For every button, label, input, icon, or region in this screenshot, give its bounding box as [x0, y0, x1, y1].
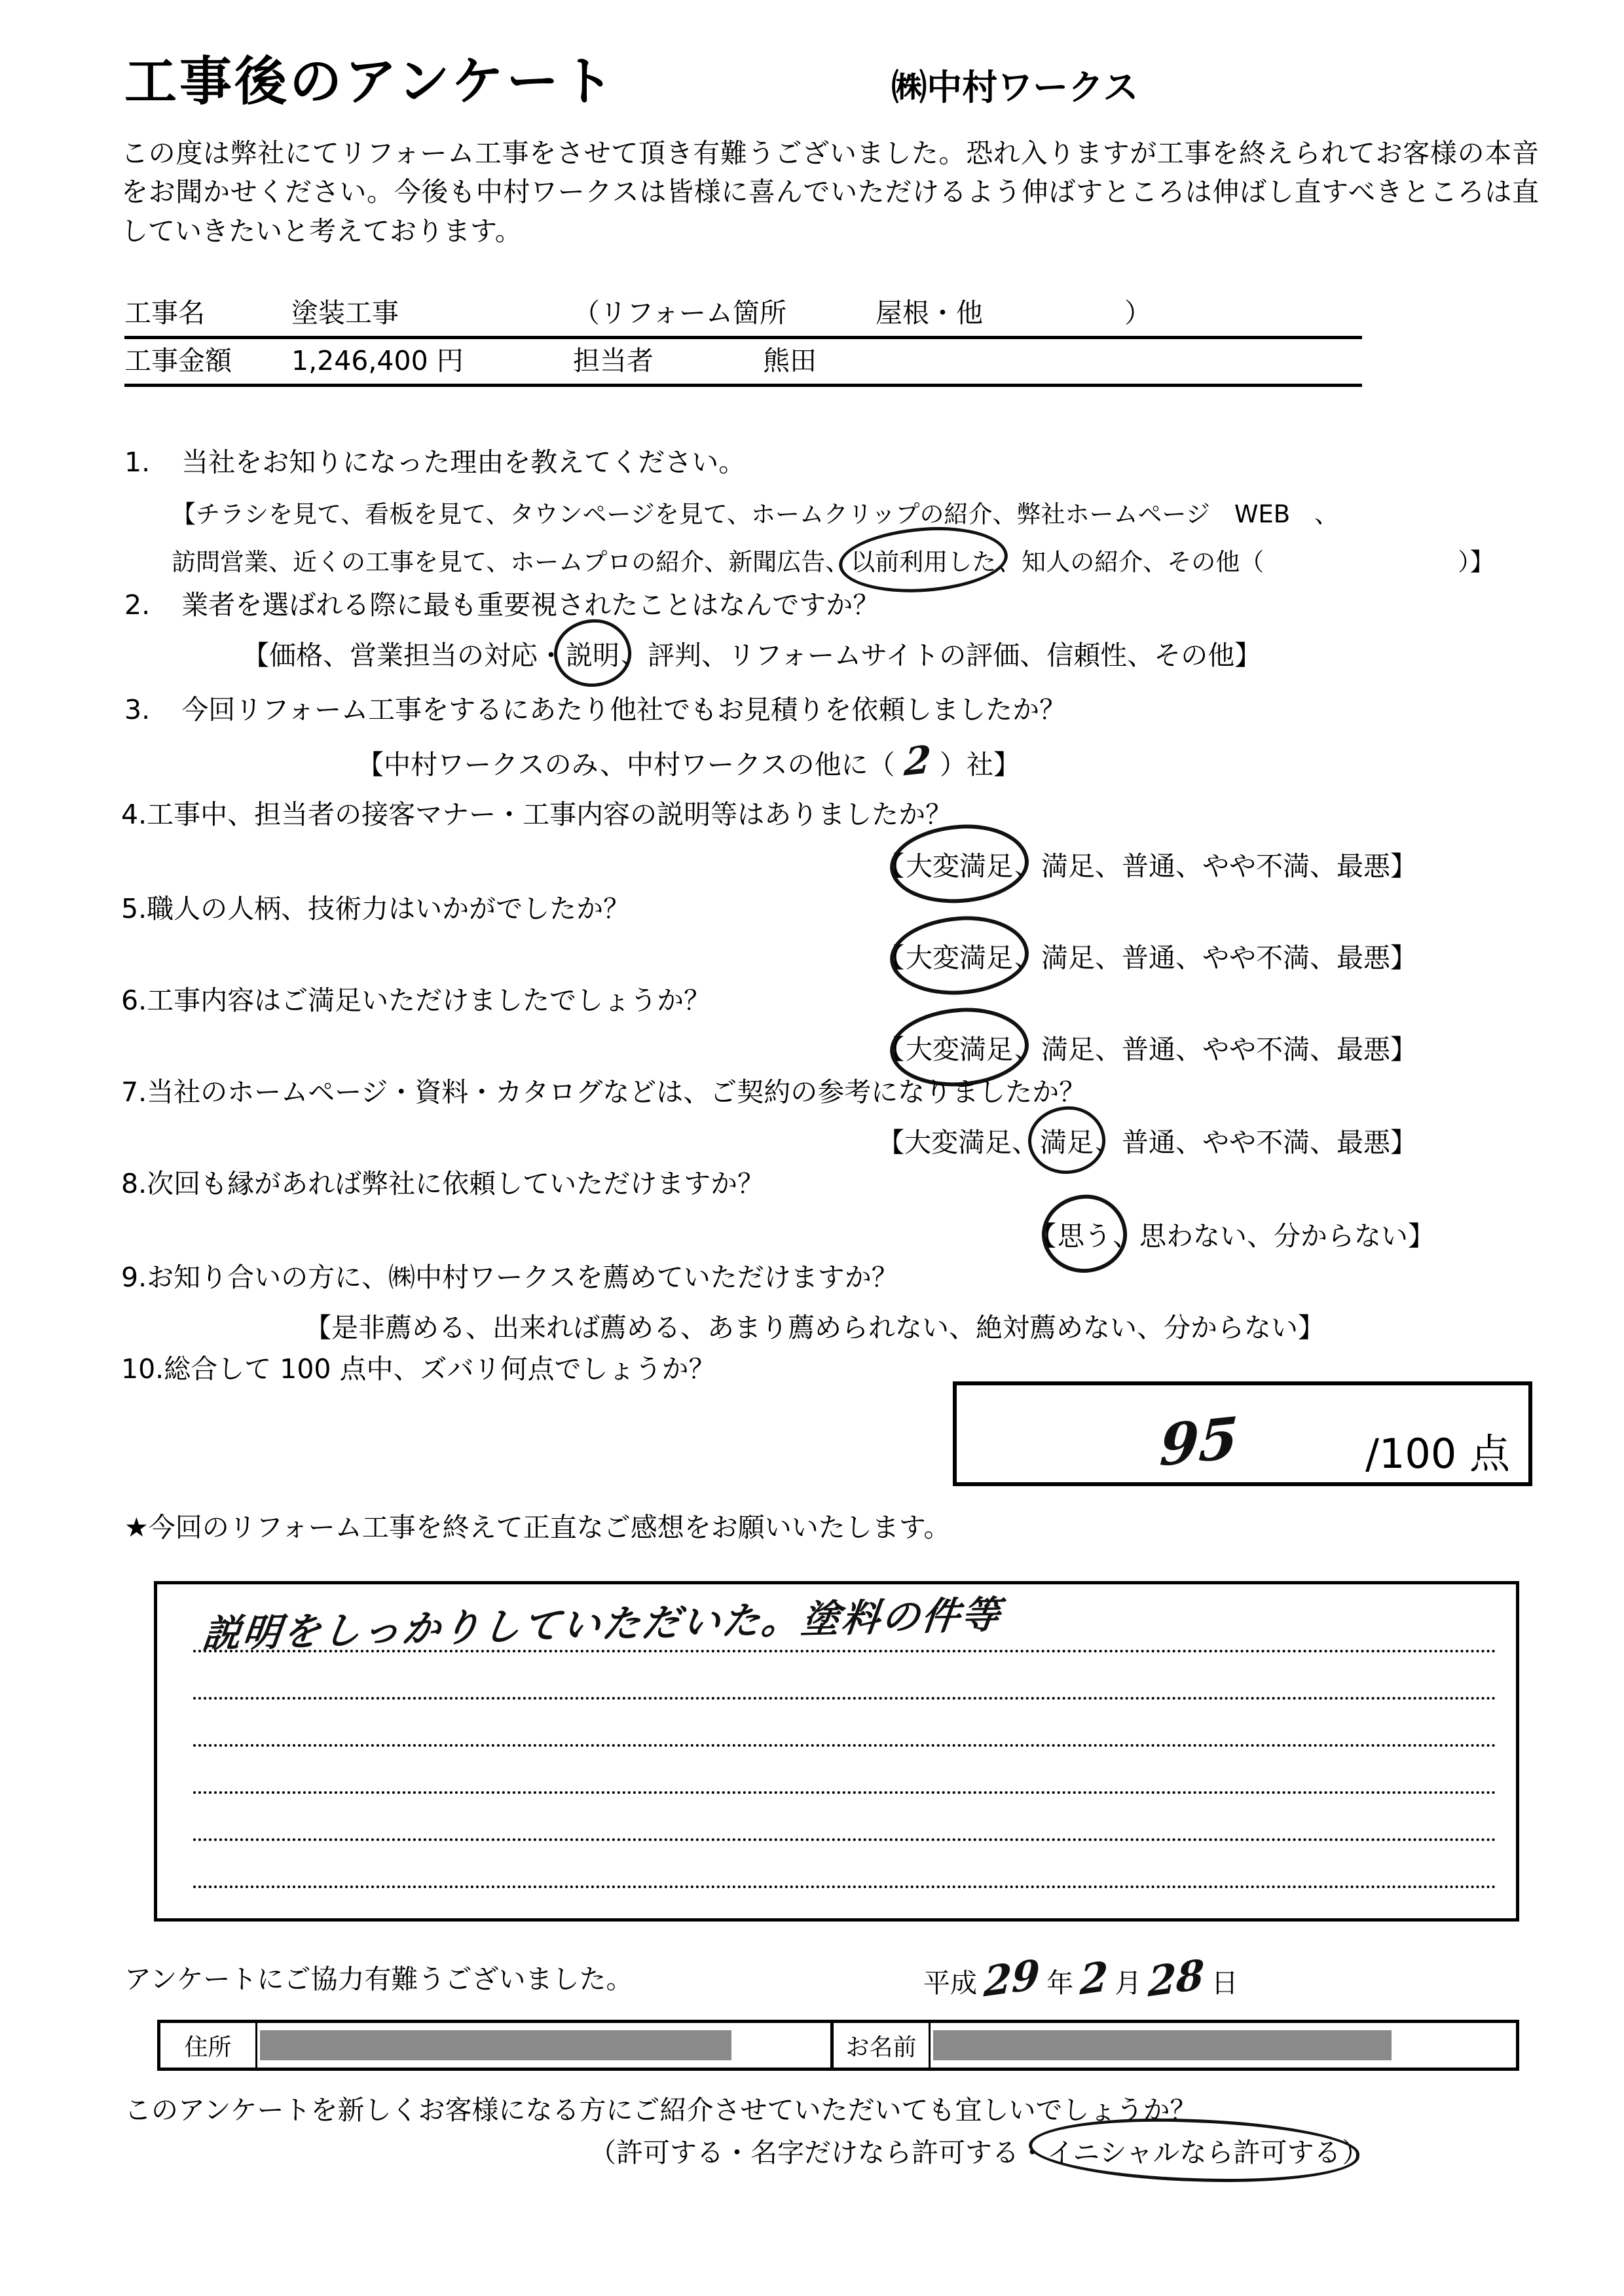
date-day-value: 28 — [1147, 1950, 1206, 2007]
customer-id-table — [157, 2020, 1519, 2071]
page-title: 工事後のアンケート — [124, 51, 617, 112]
question-5-selected-option[interactable] — [904, 936, 1014, 975]
location-value: 屋根・他 — [876, 297, 984, 329]
score-value: 95 — [1158, 1404, 1240, 1480]
question-1 — [124, 445, 745, 480]
question-2-options-post: 、評判、リフォームサイトの評価、信頼性、その他】 — [621, 640, 1262, 671]
question-1-options-line1[interactable] — [172, 494, 1338, 530]
question-3-handwritten-count: 2 — [902, 737, 932, 785]
date-year-value: 29 — [983, 1950, 1041, 2007]
question-9-number: 9. — [121, 1262, 147, 1293]
question-2-options[interactable] — [242, 634, 1261, 672]
question-1-selected-option-label: 以前利用した — [851, 548, 997, 576]
question-8-selected-option[interactable] — [1056, 1214, 1113, 1253]
question-7-selected-option-label: 満足 — [1040, 1127, 1094, 1158]
location-label-close: ） — [1124, 297, 1152, 329]
question-9-text: お知り合いの方に、㈱中村ワークスを薦めていただけますか？ — [147, 1262, 898, 1293]
question-2-options-pre: 【価格、営業担当の対応・ — [242, 640, 564, 671]
question-5-selected-option-label: 大変満足 — [906, 942, 1013, 974]
question-7-number: 7. — [121, 1076, 147, 1108]
question-7-text: 当社のホームページ・資料・カタログなどは、ご契約の参考になりましたか？ — [147, 1076, 1086, 1108]
question-10-number: 10. — [121, 1353, 164, 1385]
question-6-selected-option-label: 大変満足 — [906, 1034, 1013, 1065]
question-3-text: 今回リフォーム工事をするにあたり他社でもお見積りを依頼しましたか？ — [181, 694, 1067, 725]
question-8-options[interactable] — [1029, 1214, 1435, 1253]
question-8-selected-option-label: 思う — [1058, 1220, 1111, 1252]
question-7-options[interactable] — [877, 1121, 1417, 1159]
question-4 — [121, 797, 952, 832]
consent-question: このアンケートを新しくお客様になる方にご紹介させていただいても宜しいでしょうか？ — [124, 2094, 1197, 2126]
question-5-text: 職人の人柄、技術力はいかがでしたか？ — [147, 893, 631, 924]
question-2-number: 2. — [124, 589, 151, 621]
question-4-selected-option-label: 大変満足 — [906, 850, 1013, 882]
question-3 — [124, 693, 1066, 727]
question-1-options-line2-post: 、知人の紹介、その他（ ）】 — [997, 548, 1494, 576]
date-month-value: 2 — [1079, 1952, 1109, 2005]
question-7-selected-option[interactable] — [1039, 1121, 1095, 1159]
question-9-options[interactable]: 【是非薦める、出来れば薦める、あまり薦められない、絶対薦めない、分からない】 — [304, 1312, 1325, 1343]
consent-selected-option-label: イニシャルなら許可する — [1047, 2137, 1341, 2168]
company-name: ㈱中村ワークス — [891, 67, 1139, 108]
question-10-text: 総合して 100 点中、ズバリ何点でしょうか？ — [164, 1353, 716, 1385]
question-6-text: 工事内容はご満足いただけましたでしょうか？ — [147, 985, 711, 1016]
question-7 — [121, 1075, 1086, 1110]
location-group — [573, 291, 1362, 330]
question-2 — [124, 588, 879, 623]
question-6-selected-option[interactable] — [904, 1028, 1014, 1066]
question-5 — [121, 892, 630, 926]
question-8-options-post: 、思わない、分からない】 — [1113, 1220, 1435, 1252]
work-name-value: 塗装工事 — [291, 297, 399, 329]
staff-label: 担当者 — [573, 345, 654, 376]
address-field[interactable] — [257, 2023, 834, 2068]
question-1-number: 1. — [124, 446, 151, 478]
day-unit: 日 — [1211, 1967, 1238, 1999]
location-label-open: （リフォーム箇所 — [573, 297, 786, 329]
comment-rule-2 — [193, 1697, 1496, 1700]
question-4-options-open: 【 — [877, 850, 904, 882]
question-8-number: 8. — [121, 1168, 147, 1199]
question-3-options[interactable] — [357, 738, 1020, 783]
question-2-text: 業者を選ばれる際に最も重要視されたことはなんですか？ — [181, 589, 880, 621]
comment-rule-6 — [193, 1886, 1496, 1888]
question-6-number: 6. — [121, 985, 147, 1016]
question-8 — [121, 1167, 764, 1201]
question-7-options-pre: 【大変満足、 — [877, 1127, 1039, 1158]
consent-selected-option[interactable] — [1046, 2131, 1342, 2170]
question-2-selected-option-label: 説明 — [566, 640, 619, 671]
work-name-row — [124, 291, 1362, 339]
question-6 — [121, 983, 710, 1018]
amount-label: 工事金額 — [124, 345, 232, 376]
question-1-options-line2-pre: 訪問営業、近くの工事を見て、ホームプロの紹介、新聞広告、 — [172, 548, 850, 576]
question-1-selected-option[interactable] — [849, 542, 997, 577]
question-4-options[interactable] — [877, 845, 1417, 883]
question-9 — [121, 1260, 898, 1295]
work-name-label: 工事名 — [124, 297, 205, 329]
question-1-options-line2[interactable] — [172, 542, 1494, 577]
address-label: 住所 — [160, 2023, 257, 2068]
question-2-selected-option[interactable] — [564, 634, 621, 672]
question-6-options-post: 、満足、普通、やや不満、最悪】 — [1014, 1034, 1417, 1065]
question-6-options-open: 【 — [877, 1034, 904, 1065]
comment-prompt: ★今回のリフォーム工事を終えて正直なご感想をお願いいたします。 — [124, 1512, 951, 1543]
name-label: お名前 — [834, 2023, 931, 2068]
name-field[interactable] — [931, 2023, 1516, 2068]
question-3-options-pre: 【中村ワークスのみ、中村ワークスの他に（ — [357, 749, 895, 780]
question-6-options[interactable] — [877, 1028, 1417, 1066]
question-5-options[interactable] — [877, 936, 1417, 975]
question-7-options-post: 、普通、やや不満、最悪】 — [1095, 1127, 1417, 1158]
intro-paragraph: この度は弊社にてリフォーム工事をさせて頂き有難うございました。恐れ入りますが工事を終えられてお客様の本音をお聞かせください。今後も中村ワークスは皆様に喜んでいただけるよう伸ばすところは伸ばし直すべきところは直していきたいと考えております。 — [121, 137, 1539, 247]
year-unit: 年 — [1046, 1967, 1074, 1999]
thanks-text: アンケートにご協力有難うございました。 — [124, 1963, 633, 1995]
amount-row — [124, 339, 1362, 387]
question-3-number: 3. — [124, 694, 151, 725]
question-1-options-line1-text: 【チラシを見て、看板を見て、タウンページを見て、ホームクリップの紹介、弊社ホームページ WEB 、 — [172, 500, 1339, 528]
month-unit: 月 — [1115, 1967, 1142, 1999]
document-header — [124, 39, 1539, 115]
comment-rule-4 — [193, 1791, 1496, 1794]
consent-options-post: ） — [1342, 2137, 1369, 2168]
comment-rule-3 — [193, 1744, 1496, 1747]
consent-options[interactable] — [589, 2131, 1369, 2170]
staff-value: 熊田 — [763, 345, 817, 376]
era-label: 平成 — [923, 1967, 977, 1999]
address-redaction — [260, 2030, 731, 2060]
question-8-text: 次回も縁があれば弊社に依頼していただけますか？ — [147, 1168, 765, 1199]
date-line — [923, 1950, 1238, 2007]
question-4-text: 工事中、担当者の接客マナー・工事内容の説明等はありましたか？ — [147, 799, 953, 830]
question-10 — [121, 1352, 716, 1387]
question-3-options-post: ）社】 — [940, 749, 1020, 780]
project-info-block — [124, 291, 1362, 387]
comment-handwritten-text: 説明をしっかりしていただいた。塗料の件等 — [200, 1592, 1005, 1657]
question-5-number: 5. — [121, 893, 147, 924]
question-5-options-open: 【 — [877, 942, 904, 974]
name-redaction — [933, 2030, 1392, 2060]
comment-rule-5 — [193, 1838, 1496, 1841]
score-box[interactable] — [953, 1381, 1532, 1486]
consent-options-pre: （許可する・名字だけなら許可する・ — [589, 2137, 1046, 2168]
question-8-options-open: 【 — [1029, 1220, 1056, 1252]
question-4-number: 4. — [121, 799, 147, 830]
question-4-options-post: 、満足、普通、やや不満、最悪】 — [1014, 850, 1417, 882]
question-4-selected-option[interactable] — [904, 845, 1014, 883]
question-5-options-post: 、満足、普通、やや不満、最悪】 — [1014, 942, 1417, 974]
score-unit: /100 点 — [1365, 1430, 1510, 1478]
amount-value: 1,246,400 円 — [291, 345, 464, 376]
comment-box[interactable] — [154, 1581, 1519, 1922]
question-1-text: 当社をお知りになった理由を教えてください。 — [181, 446, 746, 478]
